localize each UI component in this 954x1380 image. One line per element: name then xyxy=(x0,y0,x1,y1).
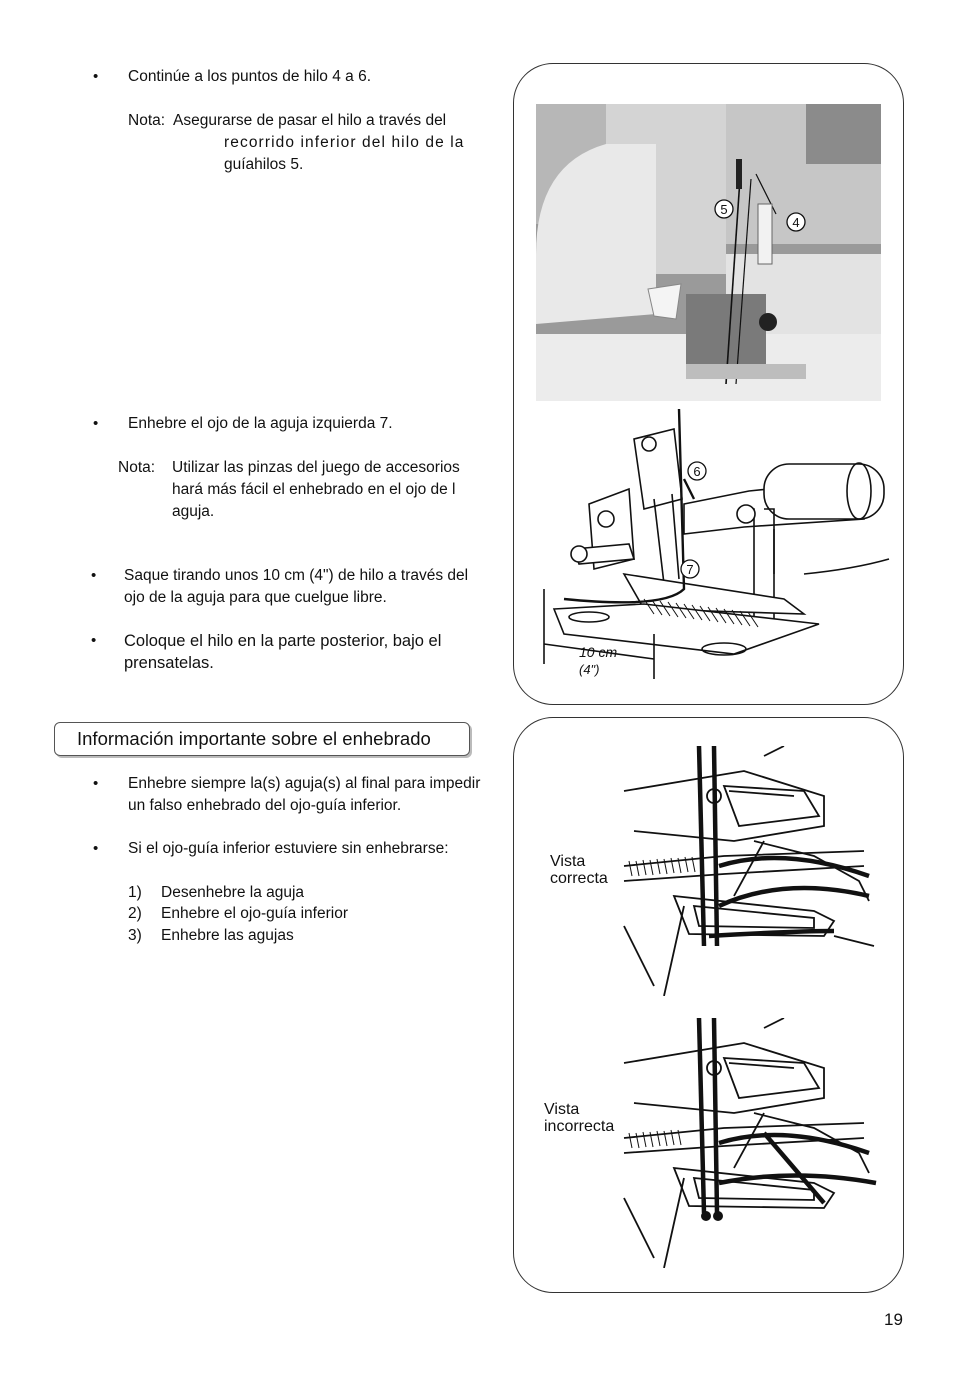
step-text: Enhebre las agujas xyxy=(161,927,294,944)
step-text: Desenhebre la aguja xyxy=(161,884,305,901)
place-thread-text: prensatelas. xyxy=(124,654,214,672)
measure-10cm-label: 10 cm xyxy=(579,644,618,660)
note-text-line: hará más fácil el enhebrado en el ojo de l xyxy=(172,481,456,498)
step-number: 3) xyxy=(128,927,142,944)
step-number: 2) xyxy=(128,905,142,922)
incorrect-view-label: incorrecta xyxy=(544,1118,615,1135)
thread-guide-5-label: 5 xyxy=(720,202,728,217)
lower-looper-view-panel xyxy=(513,717,904,1293)
step-number: 1) xyxy=(128,884,142,901)
info-title: Información importante sobre el enhebrado xyxy=(77,728,431,749)
continue-threading-text: Continúe a los puntos de hilo 4 a 6. xyxy=(128,68,372,85)
info-header-box xyxy=(54,722,470,756)
correct-view-label: Vista xyxy=(550,853,586,870)
note-text-line: recorrido inferior del hilo de la xyxy=(224,134,465,151)
page-number: 19 xyxy=(884,1310,903,1329)
incorrect-view-label: Vista xyxy=(544,1101,580,1118)
bullet-dot: • xyxy=(93,840,99,857)
note-text-line: guíahilos 5. xyxy=(224,156,304,173)
incorrect-view-diagram xyxy=(614,1018,879,1268)
info-text-line: Enhebre siempre la(s) aguja(s) al final para impedir xyxy=(128,775,481,792)
info-text-line: Si el ojo-guía inferior estuviere sin enhebrarse: xyxy=(128,840,449,857)
thread-needle-text: Enhebre el ojo de la aguja izquierda 7. xyxy=(128,415,393,432)
bullet-dot: • xyxy=(91,567,97,584)
measure-4in-label: (4") xyxy=(579,662,600,677)
pull-thread-text: ojo de la aguja para que cuelgue libre. xyxy=(124,589,387,606)
note-text-line: Asegurarse de pasar el hilo a través del xyxy=(173,112,447,129)
note-label: Nota: xyxy=(118,459,156,476)
correct-view-diagram xyxy=(614,746,879,996)
bullet-dot: • xyxy=(91,632,97,649)
needle-threading-diagram xyxy=(534,409,899,694)
note-text-line: Utilizar las pinzas del juego de accesorios xyxy=(172,459,460,476)
bullet-dot: • xyxy=(93,775,99,792)
bullet-dot: • xyxy=(93,415,99,432)
needle-eye-7-label: 7 xyxy=(686,562,694,577)
needle-6-label: 6 xyxy=(693,464,701,479)
note-label: Nota: xyxy=(128,112,166,129)
bullet-dot: • xyxy=(93,68,99,85)
threading-figure-panel xyxy=(513,63,904,705)
info-text-line: un falso enhebrado del ojo-guía inferior. xyxy=(128,797,402,814)
correct-view-label: correcta xyxy=(550,870,608,887)
note-text-line: aguja. xyxy=(172,503,215,520)
step-text: Enhebre el ojo-guía inferior xyxy=(161,905,348,922)
thread-guide-4-label: 4 xyxy=(792,215,800,230)
place-thread-text: Coloque el hilo en la parte posterior, bajo el xyxy=(124,632,442,650)
pull-thread-text: Saque tirando unos 10 cm (4") de hilo a través del xyxy=(124,567,469,584)
thread-guides-photo xyxy=(536,104,881,401)
